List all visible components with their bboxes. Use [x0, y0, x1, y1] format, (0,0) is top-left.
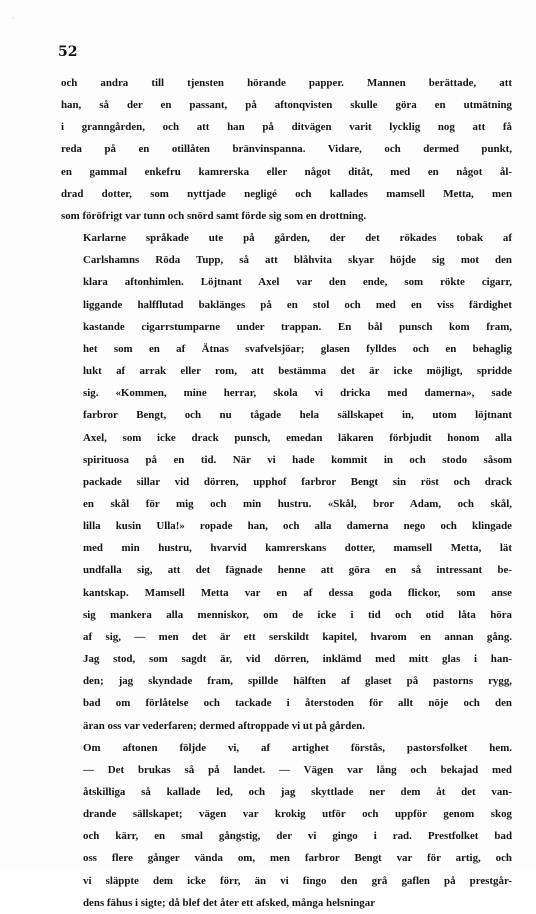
text-line: — Det brukas så på landet. — Vägen var lång och bekajad med	[83, 763, 512, 776]
text-line: vi släppte dem icke förr, än vi fingo den grå gaflen på prestgår-	[83, 874, 512, 887]
text-line: Karlarne språkade ute på gården, der det rökades tobak af	[83, 232, 512, 245]
text-line: en skål för mig och min hustru. «Skål, bror Adam, och skål,	[83, 497, 512, 510]
paragraph-2	[61, 227, 512, 737]
paragraph-1	[61, 72, 512, 227]
text-line: liggande halfflutad baklänges på en stol och med en viss färdighet	[83, 298, 512, 311]
text-line: Axel, som icke drack punsch, emedan läkaren förbjudit honom alla	[83, 431, 512, 444]
text-line: åtskilliga så kallade led, och jag skyttlade ner dem åt det van-	[83, 786, 512, 798]
text-line: en gammal enkefru kamrerska eller något ditåt, med en något ål-	[61, 165, 512, 178]
text-line: drande sällskapet; vägen var krokig utför och uppför genom skog	[83, 808, 512, 821]
text-line: reda på en otillåten bränvinspanna. Vidare, och dermed punkt,	[61, 143, 512, 156]
text-line: klara aftonhimlen. Löjtnant Axel var den ende, som rökte cigarr,	[83, 276, 512, 289]
text-line: packade sillar vid dörren, upphof farbror Bengt sin röst och drack	[83, 475, 512, 488]
text-line: Om aftonen följde vi, af artighet förstås, pastorsfolket hem.	[83, 741, 512, 754]
text-line: drad dotter, som nyttjade negligé och kallades mamsell Metta, men	[61, 187, 512, 200]
text-line: kantskap. Mamsell Metta var en af dessa goda flickor, som anse	[83, 586, 512, 599]
text-line: oss flere gånger vända om, men farbror Bengt var för artig, och	[83, 852, 512, 865]
page-body-text	[61, 72, 512, 914]
text-line: han, så der en passant, på aftonqvisten skulle göra en utmätning	[61, 99, 512, 112]
text-line: kastande cigarrstumparne under trappan. En bål punsch kom fram,	[83, 320, 512, 333]
text-line: och andra till tjensten hörande papper. Mannen berättade, att	[61, 77, 512, 89]
page-number: 52	[58, 44, 78, 60]
text-line: Carlshamns Röda Tupp, så att blåhvita skyar höjde sig mot den	[83, 254, 512, 267]
text-line: med min hustru, hvarvid kamrerskans dotter, mamsell Metta, lät	[83, 542, 512, 555]
text-line: Jag stod, som sagdt är, vid dörren, inklämd med mitt glas i han-	[83, 653, 512, 666]
text-line: farbror Bengt, och nu tågade hela sällskapet in, utom löjtnant	[83, 409, 512, 422]
text-line: äran oss var vederfaren; dermed aftroppade vi ut på gården.	[83, 719, 365, 732]
text-line: sig. «Kommen, mine herrar, skola vi dricka med damerna», sade	[83, 387, 512, 400]
paragraph-3	[61, 737, 512, 914]
text-line: bad om förlåtelse och tackade i återstoden för allt nöje och den	[83, 697, 512, 710]
text-line: lilla kusin Ulla!» ropade han, och alla damerna nego och klingade	[83, 520, 512, 533]
text-line: i granngården, och att han på ditvägen varit lycklig nog att få	[61, 121, 512, 134]
text-line: spirituosa på en tid. När vi hade kommit in och stodo såsom	[83, 453, 512, 466]
text-line: som föröfrigt var tunn och snörd samt förde sig som en drottning.	[61, 209, 367, 222]
text-line: het som en af Ätnas svafvelsjöar; glasen fylldes och en behaglig	[83, 342, 512, 355]
text-line: undfalla sig, att det fägnade henne att göra en så intressant be-	[83, 564, 512, 577]
text-line: af sig, — men det är ett serskildt kapitel, hvarom en annan gång.	[83, 630, 512, 643]
text-line: och kärr, en smal gångstig, der vi gingo i rad. Prestfolket bad	[83, 830, 512, 843]
text-line: lukt af arrak eller rom, att bestämma det är icke möjligt, spridde	[83, 365, 512, 378]
text-line: den; jag skyndade fram, spillde hälften af glaset på pastorns rygg,	[83, 675, 512, 688]
margin-mark: ·	[12, 14, 15, 23]
text-line: sig mankera alla menniskor, om de icke i tid och otid låta höra	[83, 608, 512, 621]
text-line: dens fähus i sigte; då blef det åter ett afsked, många helsningar	[83, 896, 376, 909]
